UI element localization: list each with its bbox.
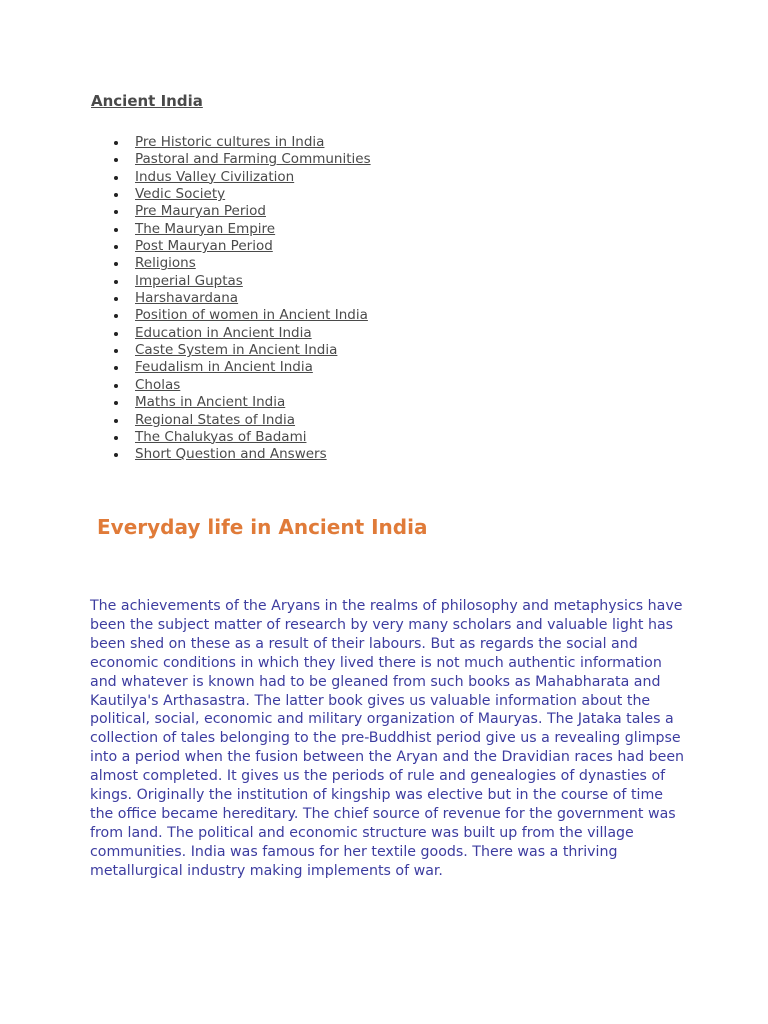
list-item xyxy=(108,151,371,168)
topic-link-caste-system[interactable]: Caste System in Ancient India xyxy=(135,342,338,359)
list-item xyxy=(108,290,371,307)
topic-link-pre-mauryan[interactable]: Pre Mauryan Period xyxy=(135,203,266,220)
topic-link-imperial-guptas[interactable]: Imperial Guptas xyxy=(135,272,243,289)
topic-link-harshavardana[interactable]: Harshavardana xyxy=(135,290,239,307)
list-item xyxy=(108,134,371,151)
list-item xyxy=(108,377,371,394)
list-item xyxy=(108,273,371,290)
topic-link-indus-valley[interactable]: Indus Valley Civilization xyxy=(135,168,295,185)
topic-link-cholas[interactable]: Cholas xyxy=(135,376,181,393)
topic-link-maths[interactable]: Maths in Ancient India xyxy=(135,394,286,411)
article-title: Everyday life in Ancient India xyxy=(97,515,428,539)
list-item xyxy=(108,342,371,359)
list-item xyxy=(108,203,371,220)
topic-link-short-qa[interactable]: Short Question and Answers xyxy=(135,446,327,463)
section-heading-link[interactable]: Ancient India xyxy=(91,92,203,110)
list-item xyxy=(108,186,371,203)
topic-link-position-of-women[interactable]: Position of women in Ancient India xyxy=(135,307,368,324)
topic-link-religions[interactable]: Religions xyxy=(135,255,196,272)
list-item xyxy=(108,238,371,255)
list-item xyxy=(108,255,371,272)
topic-link-vedic-society[interactable]: Vedic Society xyxy=(135,186,226,203)
list-item xyxy=(108,221,371,238)
topic-link-pastoral-farming[interactable]: Pastoral and Farming Communities xyxy=(135,151,371,168)
list-item xyxy=(108,429,371,446)
topic-link-education[interactable]: Education in Ancient India xyxy=(135,324,312,341)
article-body: The achievements of the Aryans in the realms of philosophy and metaphysics have been the subject matter of research by very many scholars and valuable light has been shed on these as a result of their labours. But as regards the social and economic conditions in which they lived there is not much authentic information and whatever is known had to be gleaned from such books as Mahabharata and Kautilya's Arthasastra. The latter book gives us valuable information about the political, social, economic and military organization of Mauryas. The Jataka tales a collection of tales belonging to the pre-Buddhist period give us a revealing glimpse into a period when the fusion between the Aryan and the Dravidian races had been almost completed. It gives us the periods of rule and genealogies of dynasties of kings. Originally the institution of kingship was elective but in the course of time the office became hereditary. The chief source of revenue for the government was from land. The political and economic structure was built up from the village communities. India was famous for her textile goods. There was a thriving metallurgical industry making implements of war. xyxy=(90,598,685,879)
topic-link-regional-states[interactable]: Regional States of India xyxy=(135,411,296,428)
topic-link-chalukyas[interactable]: The Chalukyas of Badami xyxy=(135,428,307,445)
topic-link-mauryan-empire[interactable]: The Mauryan Empire xyxy=(135,220,276,237)
topic-link-prehistoric-cultures[interactable]: Pre Historic cultures in India xyxy=(135,134,325,150)
topic-link-feudalism[interactable]: Feudalism in Ancient India xyxy=(135,359,313,376)
list-item xyxy=(108,446,371,463)
topic-link-post-mauryan[interactable]: Post Mauryan Period xyxy=(135,238,273,255)
topic-list xyxy=(108,134,371,464)
list-item xyxy=(108,325,371,342)
list-item xyxy=(108,394,371,411)
list-item xyxy=(108,359,371,376)
list-item xyxy=(108,169,371,186)
list-item xyxy=(108,412,371,429)
list-item xyxy=(108,307,371,324)
